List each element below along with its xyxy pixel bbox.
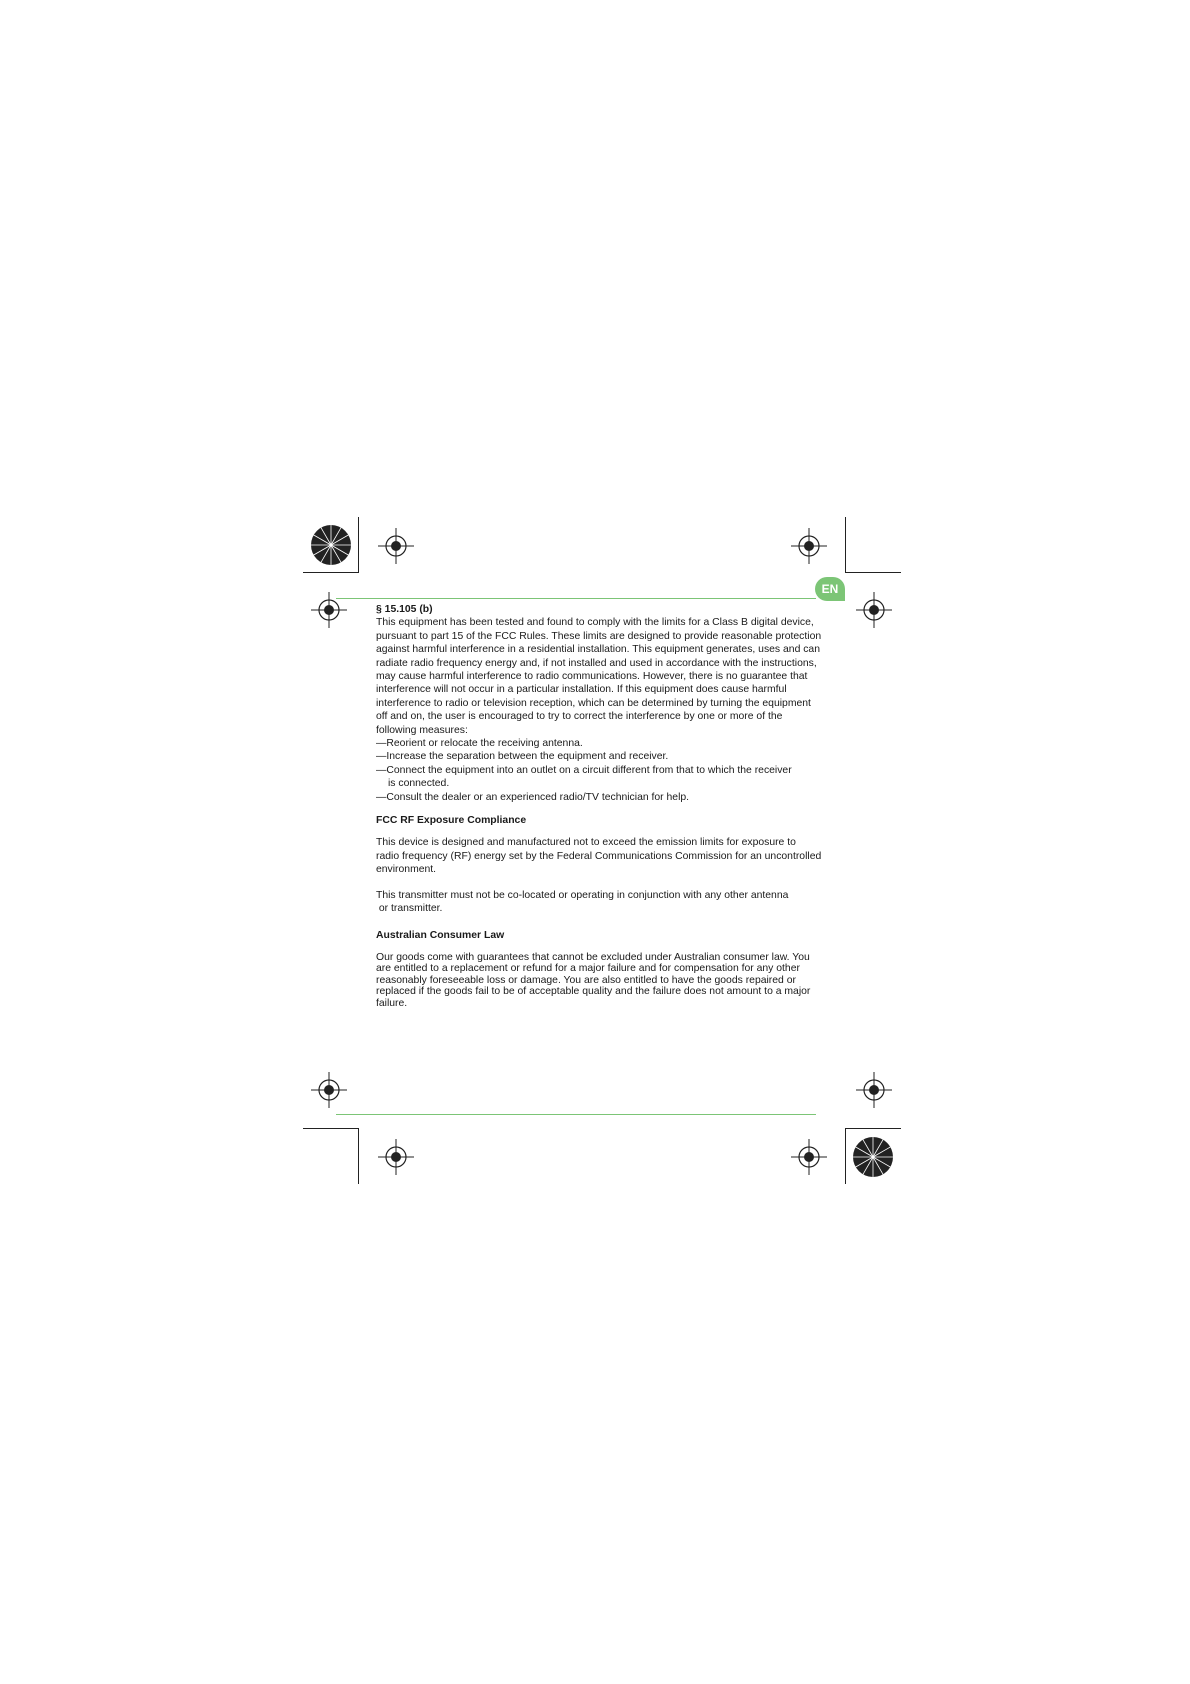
starburst-registration-mark — [310, 524, 352, 566]
measure-item-continuation: is connected. — [388, 778, 450, 790]
paragraph-line: against harmful interference in a residential installation. This equipment generates, uses and can — [376, 644, 820, 656]
header-rule — [336, 598, 816, 599]
footer-rule — [336, 1114, 816, 1115]
crop-mark — [358, 1128, 359, 1184]
paragraph-line: may cause harmful interference to radio communications. However, there is no guarantee that — [376, 671, 808, 683]
section-heading: § 15.105 (b) — [376, 604, 433, 615]
crop-mark — [845, 572, 901, 573]
paragraph-line: This transmitter must not be co-located or operating in conjunction with any other antenna — [376, 889, 789, 901]
crop-mark — [845, 1128, 901, 1129]
paragraph-line: interference will not occur in a particular installation. If this equipment does cause harmful — [376, 684, 787, 696]
crosshair-registration-mark — [856, 592, 892, 628]
crosshair-registration-mark — [791, 528, 827, 564]
crop-mark — [358, 517, 359, 573]
measure-item: —Increase the separation between the equipment and receiver. — [376, 751, 669, 763]
crosshair-registration-mark — [791, 1139, 827, 1175]
crop-mark — [845, 517, 846, 573]
measure-item: —Reorient or relocate the receiving antenna. — [376, 738, 583, 750]
section-heading: Australian Consumer Law — [376, 930, 505, 941]
language-badge: EN — [815, 577, 845, 601]
paragraph-line: failure. — [376, 997, 408, 1009]
paragraph-line: This device is designed and manufactured not to exceed the emission limits for exposure to — [376, 837, 796, 849]
acl-section — [376, 930, 838, 1010]
measure-item: —Connect the equipment into an outlet on a circuit different from that to which the receiver — [376, 764, 792, 776]
measure-item: —Consult the dealer or an experienced radio/TV technician for help. — [376, 791, 690, 803]
paragraph-line: reasonably foreseeable loss or damage. You are also entitled to have the goods repaired or — [376, 974, 796, 986]
crosshair-registration-mark — [378, 528, 414, 564]
rf-section — [376, 814, 838, 915]
paragraph-line: or transmitter. — [376, 903, 443, 915]
paragraph-line: are entitled to a replacement or refund for a major failure and for compensation for any other — [376, 963, 800, 975]
paragraph-line: pursuant to part 15 of the FCC Rules. These limits are designed to provide reasonable protection — [376, 630, 822, 642]
paragraph-line: following measures: — [376, 724, 468, 736]
paragraph-line: replaced if the goods fail to be of acceptable quality and the failure does not amount to a major — [376, 986, 811, 998]
paragraph-line: environment. — [376, 864, 437, 876]
starburst-registration-mark — [852, 1136, 894, 1178]
crosshair-registration-mark — [311, 1072, 347, 1108]
crop-mark — [303, 1128, 359, 1129]
paragraph-line: Our goods come with guarantees that cannot be excluded under Australian consumer law. You — [376, 951, 810, 963]
fcc-section — [376, 603, 838, 804]
paragraph-line: radiate radio frequency energy and, if not installed and used in accordance with the instructions, — [376, 657, 817, 669]
crop-mark — [303, 572, 359, 573]
paragraph-line: This equipment has been tested and found to comply with the limits for a Class B digital device, — [376, 617, 814, 629]
section-heading: FCC RF Exposure Compliance — [376, 815, 527, 826]
crosshair-registration-mark — [856, 1072, 892, 1108]
paragraph-line: interference to radio or television reception, which can be determined by turning the equipment — [376, 697, 811, 709]
crosshair-registration-mark — [378, 1139, 414, 1175]
paragraph-line: radio frequency (RF) energy set by the Federal Communications Commission for an uncontrolled — [376, 850, 822, 862]
paragraph-line: off and on, the user is encouraged to try to correct the interference by one or more of the — [376, 711, 783, 723]
crop-mark — [845, 1128, 846, 1184]
